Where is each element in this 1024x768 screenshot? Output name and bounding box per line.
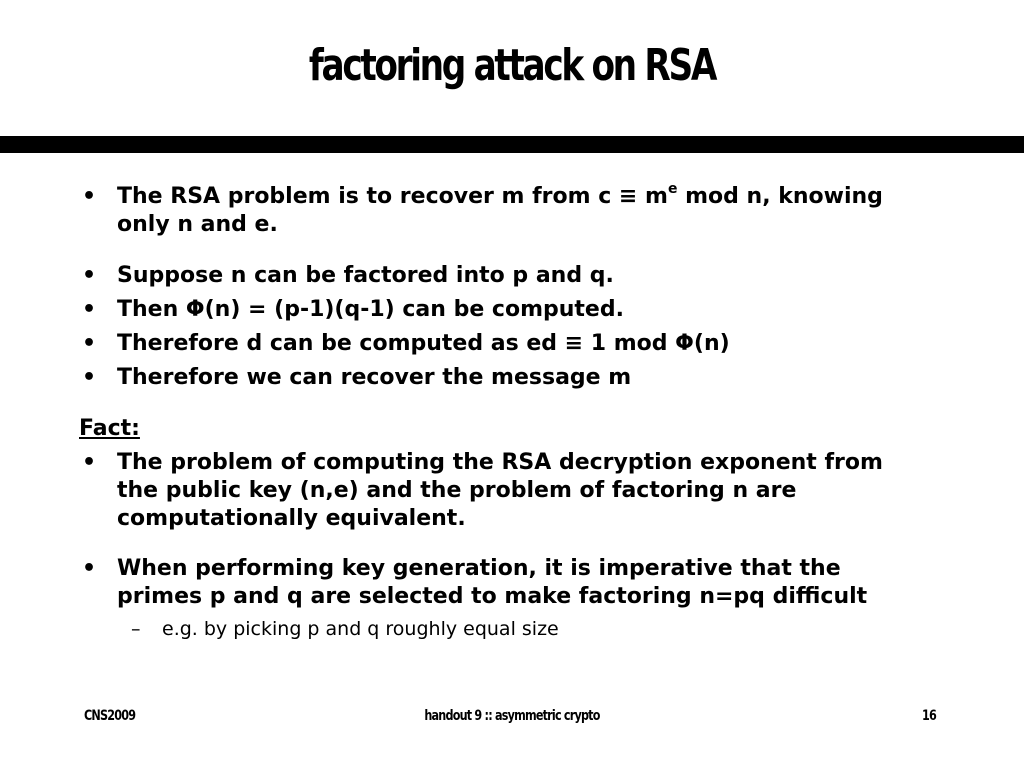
sub-bullet-equal-size: e.g. by picking p and q roughly equal size xyxy=(162,618,559,640)
bullet-marker: • xyxy=(82,331,97,356)
bullet-text-part: mod n, knowing xyxy=(677,184,883,209)
bullet-text-line: The problem of computing the RSA decryption exponent from xyxy=(117,450,883,475)
slide-title: factoring attack on RSA xyxy=(308,40,716,91)
bullet-text-line: computationally equivalent. xyxy=(117,506,466,531)
bullet-item-phi: Then Φ(n) = (p-1)(q-1) can be computed. xyxy=(117,297,624,322)
bullet-text-line: When performing key generation, it is imperative that the xyxy=(117,556,841,581)
bullet-text-line: the public key (n,e) and the problem of factoring n are xyxy=(117,478,797,503)
footer-handout: handout 9 :: asymmetric crypto xyxy=(424,708,600,724)
bullet-item-equivalence xyxy=(117,449,917,533)
bullet-text-line: primes p and q are selected to make factoring n=pq difficult xyxy=(117,584,868,609)
bullet-marker: • xyxy=(82,297,97,322)
superscript-e: e xyxy=(667,180,678,197)
bullet-marker: • xyxy=(82,556,97,581)
footer-page-number: 16 xyxy=(922,708,936,724)
bullet-marker: • xyxy=(82,365,97,390)
bullet-item-recover-message: Therefore we can recover the message m xyxy=(117,365,632,390)
bullet-item-key-generation xyxy=(117,555,917,611)
bullet-marker: • xyxy=(82,450,97,475)
bullet-item-rsa-problem xyxy=(117,180,917,239)
footer-course: CNS2009 xyxy=(84,708,136,724)
fact-heading: Fact: xyxy=(79,416,140,441)
bullet-text-part: The RSA problem is to recover m from c ≡ m xyxy=(117,184,668,209)
bullet-marker: • xyxy=(82,263,97,288)
sub-bullet-dash: – xyxy=(131,618,141,640)
bullet-text-part: only n and e. xyxy=(117,212,278,237)
bullet-item-compute-d: Therefore d can be computed as ed ≡ 1 mod Φ(n) xyxy=(117,331,730,356)
bullet-item-factored: Suppose n can be factored into p and q. xyxy=(117,263,614,288)
bullet-marker: • xyxy=(82,184,97,209)
